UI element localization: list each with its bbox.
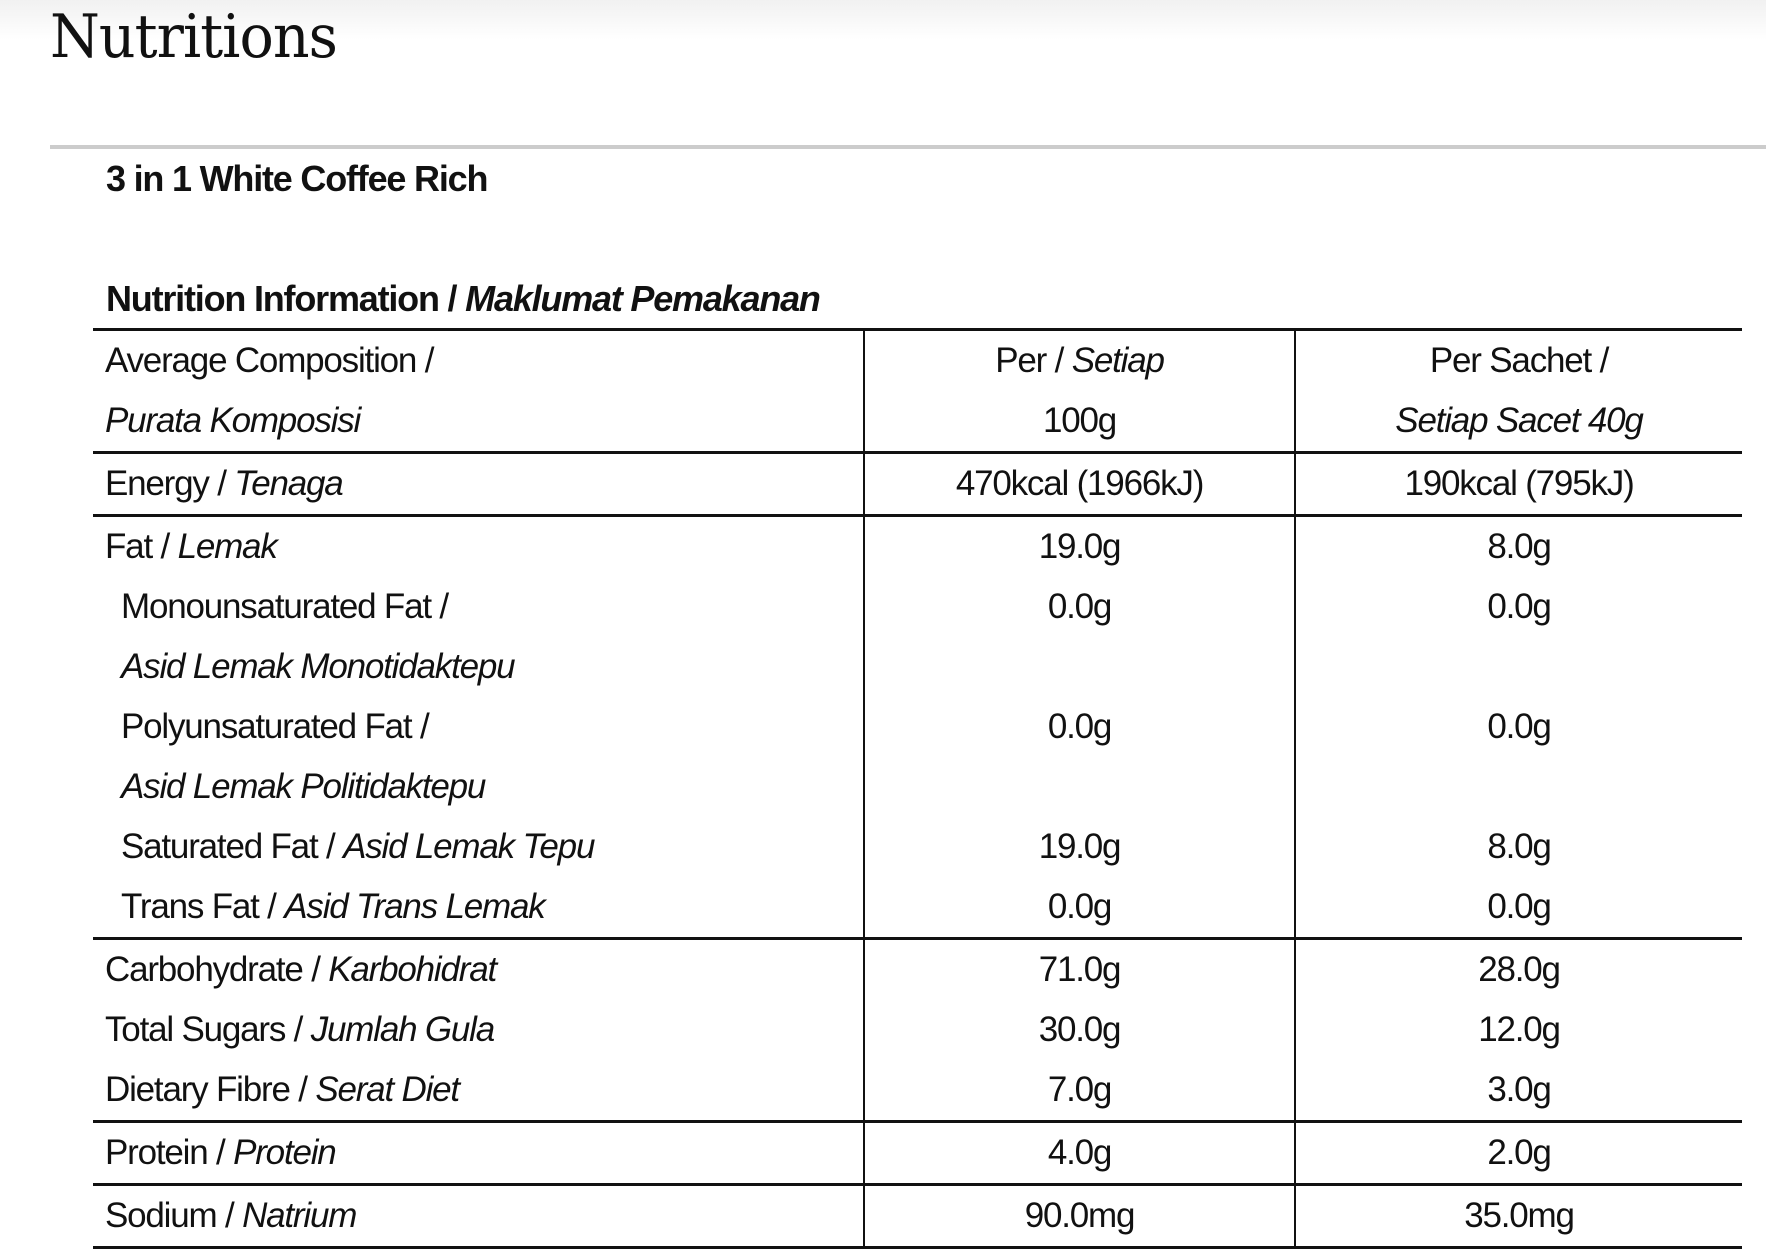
table-row xyxy=(93,1122,1742,1185)
header-per100 xyxy=(864,330,1295,392)
nutrient-label xyxy=(93,1060,864,1122)
empty-cell xyxy=(864,757,1295,817)
nutrient-ms: Asid Trans Lemak xyxy=(284,887,545,926)
value-per-sachet: 28.0g xyxy=(1478,950,1560,989)
nutrient-label xyxy=(93,1185,864,1248)
value-per-sachet: 35.0mg xyxy=(1295,1185,1742,1248)
value-per-sachet: 8.0g xyxy=(1487,827,1551,866)
value-per-sachet: 3.0g xyxy=(1295,1060,1742,1122)
nutrient-en: Dietary Fibre / xyxy=(105,1070,307,1109)
empty-cell xyxy=(864,637,1295,697)
table-row xyxy=(93,697,1742,757)
nutrient-label xyxy=(93,697,864,757)
header-per100-amount: 100g xyxy=(864,391,1295,453)
nutrient-label xyxy=(93,1122,864,1185)
value-per-sachet: 0.0g xyxy=(1487,587,1551,626)
table-row xyxy=(93,1000,1742,1060)
nutrient-en: Monounsaturated Fat / xyxy=(121,587,448,626)
table-row xyxy=(93,939,1742,1001)
nutrient-en: Energy / xyxy=(105,464,226,503)
table-row-continued xyxy=(93,637,1742,697)
nutrient-label xyxy=(93,939,864,1001)
nutrient-en: Saturated Fat / xyxy=(121,827,335,866)
table-row xyxy=(93,516,1742,578)
nutrition-table xyxy=(93,328,1742,1249)
page-title: Nutritions xyxy=(50,2,337,72)
nutrient-en: Fat / xyxy=(105,527,170,566)
nutrient-ms: Lemak xyxy=(177,527,277,566)
value-per-sachet: 12.0g xyxy=(1478,1010,1560,1049)
value-per-100g: 19.0g xyxy=(864,817,1295,877)
divider xyxy=(50,145,1766,149)
nutrient-ms: Serat Diet xyxy=(315,1070,459,1109)
value-per-100g: 470kcal (1966kJ) xyxy=(864,453,1295,516)
value-per-100g: 7.0g xyxy=(864,1060,1295,1122)
nutrient-ms: Jumlah Gula xyxy=(310,1010,495,1049)
value-per-100g: 0.0g xyxy=(864,697,1295,757)
value-per-sachet: 8.0g xyxy=(1487,527,1551,566)
value-per-sachet: 0.0g xyxy=(1487,707,1551,746)
header-composition-ms xyxy=(93,391,864,453)
value-per-100g: 0.0g xyxy=(864,877,1295,939)
value-per-sachet: 190kcal (795kJ) xyxy=(1295,453,1742,516)
table-row xyxy=(93,577,1742,637)
empty-cell xyxy=(1295,637,1742,697)
table-row xyxy=(93,1060,1742,1122)
nutrient-ms: Karbohidrat xyxy=(328,950,496,989)
empty-cell xyxy=(1295,757,1742,817)
nutrient-label xyxy=(93,577,864,637)
nutrient-label-ms xyxy=(93,637,864,697)
table-title xyxy=(106,278,820,320)
table-row-continued xyxy=(93,757,1742,817)
header-composition: Average Composition / xyxy=(93,330,864,392)
header-per100-en: Per / xyxy=(995,341,1064,380)
nutrient-label-ms xyxy=(93,757,864,817)
nutrient-ms: Tenaga xyxy=(234,464,343,503)
nutrient-en: Protein / xyxy=(105,1133,225,1172)
nutrient-ms: Protein xyxy=(233,1133,336,1172)
value-per-100g: 30.0g xyxy=(864,1000,1295,1060)
nutrient-en: Carbohydrate / xyxy=(105,950,320,989)
value-per-100g: 0.0g xyxy=(864,577,1295,637)
nutrient-ms: Asid Lemak Tepu xyxy=(343,827,595,866)
table-title-ms: Maklumat Pemakanan xyxy=(465,278,820,319)
table-title-en: Nutrition Information / xyxy=(106,278,457,319)
value-per-100g: 71.0g xyxy=(864,939,1295,1001)
header-sachet-ms xyxy=(1295,391,1742,453)
nutrient-en: Polyunsaturated Fat / xyxy=(121,707,429,746)
header-sachet-ms-text: Setiap Sacet 40g xyxy=(1395,401,1643,440)
nutrient-label xyxy=(93,877,864,939)
value-per-100g: 19.0g xyxy=(864,516,1295,578)
nutrient-en: Total Sugars / xyxy=(105,1010,303,1049)
table-row xyxy=(93,877,1742,939)
table-row xyxy=(93,817,1742,877)
nutrient-ms: Natrium xyxy=(242,1196,357,1235)
nutrient-label xyxy=(93,516,864,578)
value-per-100g: 90.0mg xyxy=(864,1185,1295,1248)
product-name: 3 in 1 White Coffee Rich xyxy=(106,158,488,199)
header-row-2 xyxy=(93,391,1742,453)
nutrient-label xyxy=(93,1000,864,1060)
value-per-sachet: 0.0g xyxy=(1295,877,1742,939)
nutrient-ms: Asid Lemak Monotidaktepu xyxy=(121,647,515,686)
header-composition-ms-text: Purata Komposisi xyxy=(105,401,361,440)
header-sachet: Per Sachet / xyxy=(1295,330,1742,392)
header-row xyxy=(93,330,1742,392)
nutrient-en: Trans Fat / xyxy=(121,887,276,926)
table-row xyxy=(93,1185,1742,1248)
value-per-100g: 4.0g xyxy=(864,1122,1295,1185)
nutrient-label xyxy=(93,817,864,877)
nutrient-en: Sodium / xyxy=(105,1196,234,1235)
nutrient-label xyxy=(93,453,864,516)
value-per-sachet: 2.0g xyxy=(1295,1122,1742,1185)
header-per100-ms: Setiap xyxy=(1071,341,1164,380)
nutrient-ms: Asid Lemak Politidaktepu xyxy=(121,767,486,806)
table-row xyxy=(93,453,1742,516)
